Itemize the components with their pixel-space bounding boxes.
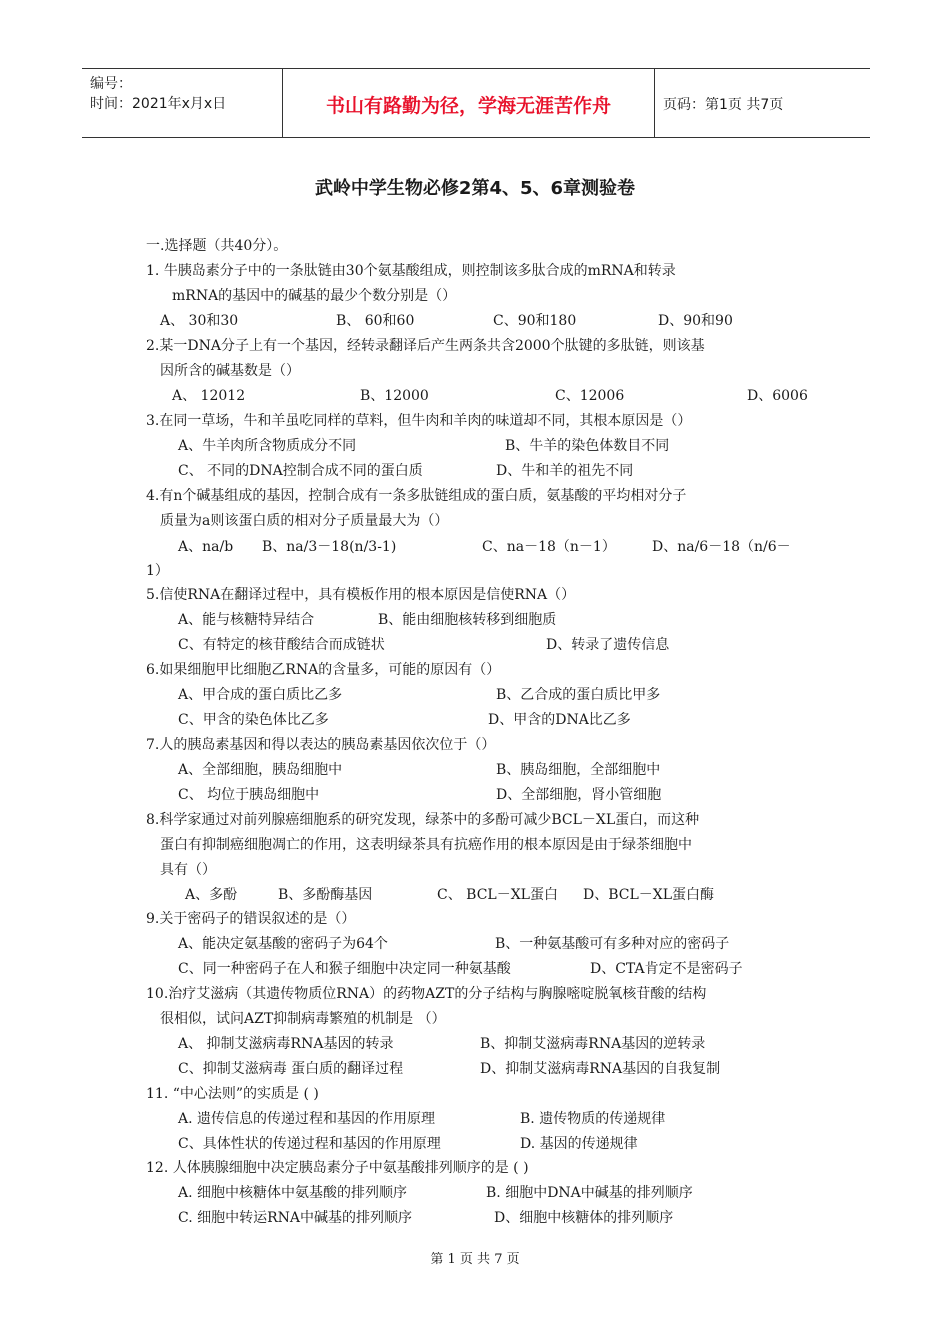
page-title: 武岭中学生物必修2第4、5、6章测验卷 (314, 178, 636, 199)
question-2-option-a: A、 12012 (172, 388, 246, 404)
question-12-option-c: C. 细胞中转运RNA中碱基的排列顺序 (178, 1210, 413, 1226)
question-6-option-d: D、甲含的DNA比乙多 (488, 712, 631, 728)
header-table (82, 68, 870, 138)
question-9-option-b: B、一种氨基酸可有多种对应的密码子 (495, 936, 730, 952)
question-8-line-3: 具有（） (160, 862, 216, 878)
question-6-option-b: B、乙合成的蛋白质比甲多 (496, 687, 661, 703)
question-10-option-b: B、抑制艾滋病毒RNA基因的逆转录 (480, 1036, 706, 1052)
question-3-option-c: C、 不同的DNA控制合成不同的蛋白质 (178, 463, 423, 479)
question-3-line-1: 3.在同一草场，牛和羊虽吃同样的草料，但牛肉和羊肉的味道却不同，其根本原因是（） (146, 413, 692, 429)
question-4-line-2: 质量为a则该蛋白质的相对分子质量最大为（） (160, 513, 449, 529)
question-8-option-c: C、 BCL－XL蛋白 (437, 887, 558, 903)
time-label: 时间：2021年x月x日 (90, 96, 227, 112)
question-8-line-1: 8.科学家通过对前列腺癌细胞系的研究发现，绿茶中的多酚可减少BCL－XL蛋白，而这种 (146, 812, 700, 828)
question-9-option-a: A、能决定氨基酸的密码子为64个 (178, 936, 388, 952)
question-10-option-c: C、抑制艾滋病毒 蛋白质的翻译过程 (178, 1061, 404, 1077)
question-2-option-b: B、12000 (360, 388, 429, 404)
question-7-option-a: A、全部细胞，胰岛细胞中 (178, 762, 343, 778)
question-8-line-2: 蛋白有抑制癌细胞凋亡的作用，这表明绿茶具有抗癌作用的根本原因是由于绿茶细胞中 (160, 837, 692, 853)
question-5-line-1: 5.信使RNA在翻译过程中，具有模板作用的根本原因是信使RNA（） (146, 587, 576, 603)
motto: 书山有路勤为径，学海无涯苦作舟 (325, 95, 611, 117)
question-11-option-c: C、具体性状的传递过程和基因的作用原理 (178, 1136, 441, 1152)
page-footer: 第 1 页 共 7 页 (430, 1252, 520, 1267)
question-4-option-c: C、na－18（n－1） (482, 539, 616, 555)
question-1-option-a: A、 30和30 (160, 313, 239, 329)
header-page-cell (655, 69, 870, 137)
question-6-option-a: A、甲合成的蛋白质比乙多 (178, 687, 343, 703)
question-2-line-1: 2.某一DNA分子上有一个基因，经转录翻译后产生两条共含2000个肽键的多肽链，则该基 (146, 338, 705, 354)
question-8-option-b: B、多酚酶基因 (278, 887, 373, 903)
question-3-option-a: A、牛羊肉所含物质成分不同 (178, 438, 357, 454)
question-4-option-d: D、na/6－18（n/6－ (652, 539, 791, 555)
question-4-option-d-tail: 1） (146, 563, 169, 579)
question-1-option-c: C、90和180 (493, 313, 577, 329)
question-5-option-b: B、能由细胞核转移到细胞质 (378, 612, 557, 628)
question-9-option-d: D、CTA肯定不是密码子 (590, 961, 743, 977)
question-1-option-b: B、 60和60 (336, 313, 415, 329)
question-5-option-d: D、转录了遗传信息 (546, 637, 670, 653)
question-6-option-c: C、甲含的染色体比乙多 (178, 712, 329, 728)
question-3-option-b: B、牛羊的染色体数目不同 (505, 438, 670, 454)
number-label: 编号： (90, 76, 132, 92)
question-11-option-d: D. 基因的传递规律 (520, 1136, 638, 1152)
section-heading: 一.选择题（共40分）。 (146, 238, 288, 254)
question-1-line-1: 1. 牛胰岛素分子中的一条肽链由30个氨基酸组成，则控制该多肽合成的mRNA和转录 (146, 263, 676, 279)
question-5-option-c: C、有特定的核苷酸结合而成链状 (178, 637, 385, 653)
question-12-option-a: A. 细胞中核糖体中氨基酸的排列顺序 (178, 1185, 408, 1201)
question-9-option-c: C、同一种密码子在人和猴子细胞中决定同一种氨基酸 (178, 961, 511, 977)
question-10-option-d: D、抑制艾滋病毒RNA基因的自我复制 (480, 1061, 721, 1077)
page-label: 页码：第1页 共7页 (663, 97, 784, 113)
question-7-option-d: D、全部细胞，肾小管细胞 (496, 787, 662, 803)
question-2-option-c: C、12006 (555, 388, 625, 404)
question-11-line-1: 11. “中心法则”的实质是 ( ) (146, 1086, 319, 1102)
question-7-option-b: B、胰岛细胞，全部细胞中 (496, 762, 661, 778)
question-12-option-d: D、细胞中核糖体的排列顺序 (494, 1210, 674, 1226)
question-9-line-1: 9.关于密码子的错误叙述的是（） (146, 911, 356, 927)
question-11-option-a: A. 遗传信息的传递过程和基因的作用原理 (178, 1111, 436, 1127)
question-2-option-d: D、6006 (747, 388, 808, 404)
question-11-option-b: B. 遗传物质的传递规律 (520, 1111, 666, 1127)
question-2-line-2: 因所含的碱基数是（） (160, 363, 300, 379)
question-10-line-1: 10.治疗艾滋病（其遗传物质位RNA）的药物AZT的分子结构与胸腺嘧啶脱氧核苷酸的结构 (146, 986, 707, 1002)
question-10-line-2: 很相似，试问AZT抑制病毒繁殖的机制是 （） (160, 1011, 446, 1027)
question-12-line-1: 12. 人体胰腺细胞中决定胰岛素分子中氨基酸排列顺序的是 ( ) (146, 1160, 529, 1176)
question-8-option-d: D、BCL－XL蛋白酶 (583, 887, 715, 903)
header-motto-cell (283, 69, 655, 137)
question-3-option-d: D、牛和羊的祖先不同 (496, 463, 634, 479)
question-10-option-a: A、 抑制艾滋病毒RNA基因的转录 (178, 1036, 394, 1052)
question-1-line-2: mRNA的基因中的碱基的最少个数分别是（） (172, 288, 457, 304)
question-4-line-1: 4.有n个碱基组成的基因，控制合成有一条多肽链组成的蛋白质，氨基酸的平均相对分子 (146, 488, 687, 504)
question-5-option-a: A、能与核糖特异结合 (178, 612, 315, 628)
question-8-option-a: A、多酚 (185, 887, 238, 903)
question-4-option-b: B、na/3－18(n/3-1) (262, 539, 397, 555)
question-1-option-d: D、90和90 (658, 313, 733, 329)
question-7-line-1: 7.人的胰岛素基因和得以表达的胰岛素基因依次位于（） (146, 737, 496, 753)
header-info-cell (82, 69, 283, 137)
question-7-option-c: C、 均位于胰岛细胞中 (178, 787, 320, 803)
question-12-option-b: B. 细胞中DNA中碱基的排列顺序 (486, 1185, 693, 1201)
question-6-line-1: 6.如果细胞甲比细胞乙RNA的含量多，可能的原因有（） (146, 662, 501, 678)
question-4-option-a: A、na/b (178, 539, 234, 555)
